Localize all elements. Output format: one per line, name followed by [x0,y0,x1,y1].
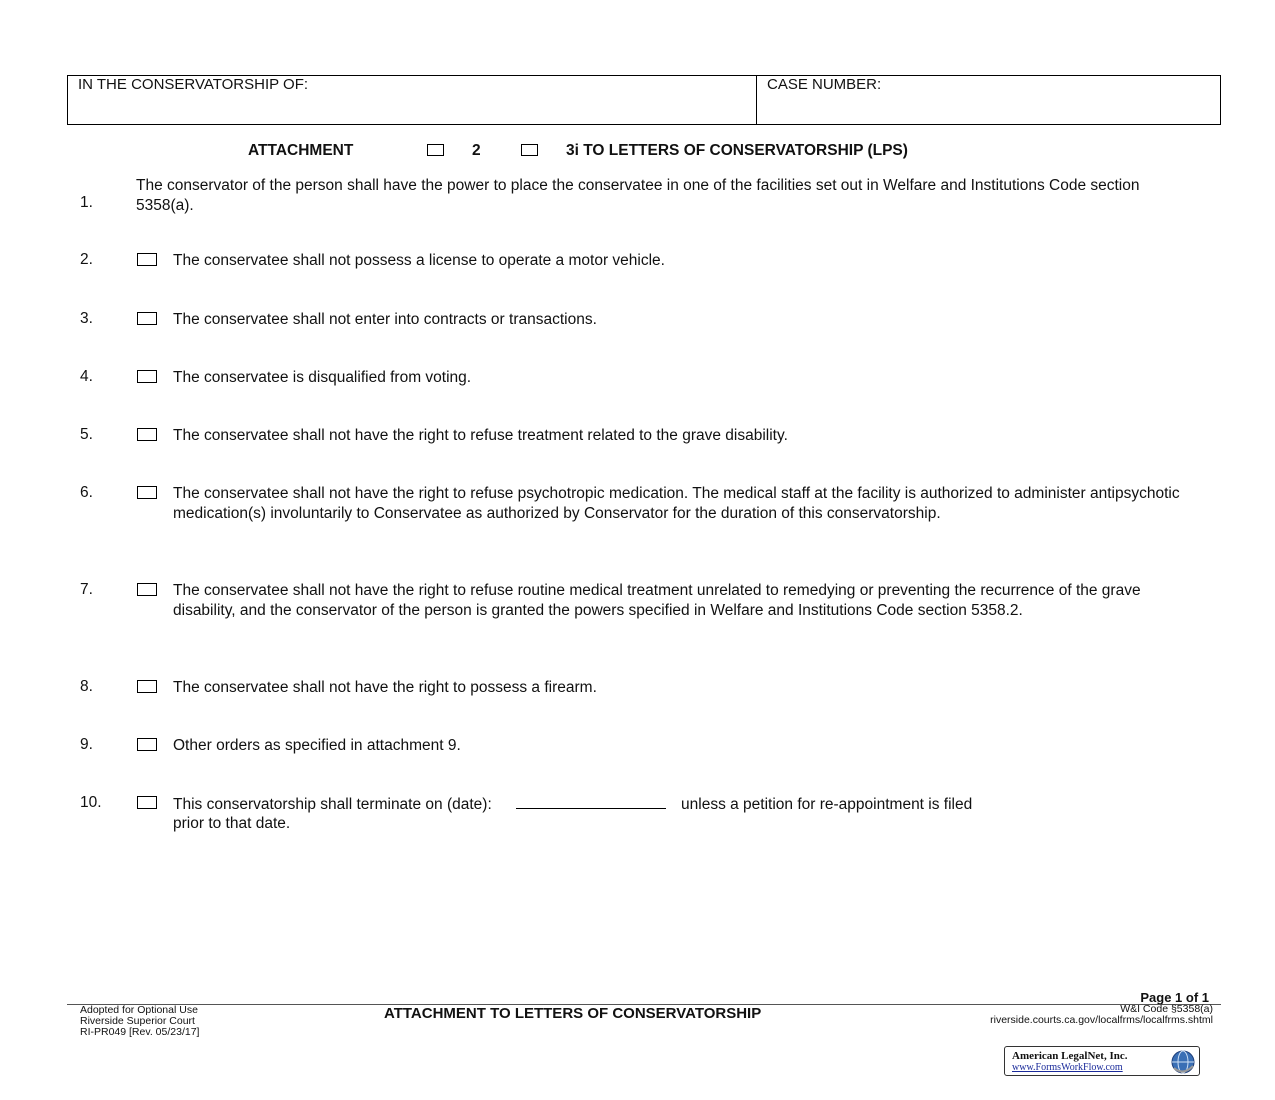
case-number-label: CASE NUMBER: [767,76,882,93]
item-9-checkbox[interactable] [137,738,157,751]
item-4-text: The conservatee is disqualified from voting. [173,369,472,386]
item-7-text: The conservatee shall not have the right to refuse routine medical treatment unrelated to remedying or preventing the recurrence of the grave disability, and the conservator of the person is granted the powers specified in Welfare and Institutions Code section 5358.2. [173,582,1141,619]
item-9-number: 9. [80,736,93,753]
item-8-checkbox[interactable] [137,680,157,693]
item-2-text: The conservatee shall not possess a license to operate a motor vehicle. [173,252,665,269]
logo-url[interactable]: www.FormsWorkFlow.com [1012,1062,1123,1073]
item-7-number: 7. [80,581,93,598]
item-10-text-after: unless a petition for re-appointment is filed [681,796,973,813]
item-5-number: 5. [80,426,93,443]
termination-date-field[interactable] [516,794,666,809]
item-6-text: The conservatee shall not have the right to refuse psychotropic medication. The medical staff at the facility is authorized to administer antipsychotic medication(s) involuntarily to Conservatee as authorized by Conservator for the duration of this conservatorship. [173,485,1180,522]
attachment-label: ATTACHMENT [248,142,354,159]
item-4-number: 4. [80,368,93,385]
footer-right [990,1004,1213,1026]
caption-box [67,75,1221,125]
attachment-3i-checkbox[interactable] [521,144,538,156]
item-1-number: 1. [80,194,93,211]
item-10-text [173,794,972,815]
item-2-checkbox[interactable] [137,253,157,266]
item-3-text: The conservatee shall not enter into contracts or transactions. [173,311,597,328]
page-number: Page 1 of 1 [1140,990,1209,1005]
globe-icon [1170,1049,1196,1075]
item-10-text-line2: prior to that date. [173,815,291,832]
attachment-2-checkbox[interactable] [427,144,444,156]
item-6-checkbox[interactable] [137,486,157,499]
item-4-checkbox[interactable] [137,370,157,383]
logo-name: American LegalNet, Inc. [1012,1050,1128,1062]
court-text: Riverside Superior Court [80,1015,195,1027]
item-8-text: The conservatee shall not have the right to possess a firearm. [173,679,597,696]
item-9-text: Other orders as specified in attachment 9. [173,737,461,754]
item-5-checkbox[interactable] [137,428,157,441]
court-url[interactable]: riverside.courts.ca.gov/localfrms/localfrms.shtml [990,1014,1213,1026]
item-7-checkbox[interactable] [137,583,157,596]
item-6-number: 6. [80,484,93,501]
item-3-number: 3. [80,310,93,327]
item-8-number: 8. [80,678,93,695]
adopted-text: Adopted for Optional Use [80,1004,198,1016]
american-legalnet-logo[interactable] [1004,1046,1200,1076]
item-10-number: 10. [80,794,102,811]
item-10-checkbox[interactable] [137,796,157,809]
conservatorship-of-field[interactable] [68,76,757,124]
attachment-3i-label: 3i TO LETTERS OF CONSERVATORSHIP (LPS) [566,142,908,159]
item-1-text: The conservator of the person shall have the power to place the conservatee in one of the facilities set out in Welfare and Institutions Code section 5358(a). [136,177,1140,214]
conservatorship-of-label: IN THE CONSERVATORSHIP OF: [78,76,309,93]
case-number-field[interactable] [757,76,1220,124]
item-2-number: 2. [80,251,93,268]
item-10-text-before: This conservatorship shall terminate on (date): [173,796,492,813]
footer-title: ATTACHMENT TO LETTERS OF CONSERVATORSHIP [384,1005,762,1022]
footer-left [80,1005,199,1038]
item-5-text: The conservatee shall not have the right to refuse treatment related to the grave disability. [173,427,788,444]
code-text: W&I Code §5358(a) [1120,1003,1213,1015]
attachment-2-label: 2 [472,142,481,159]
item-3-checkbox[interactable] [137,312,157,325]
form-id-text: RI-PR049 [Rev. 05/23/17] [80,1026,200,1038]
